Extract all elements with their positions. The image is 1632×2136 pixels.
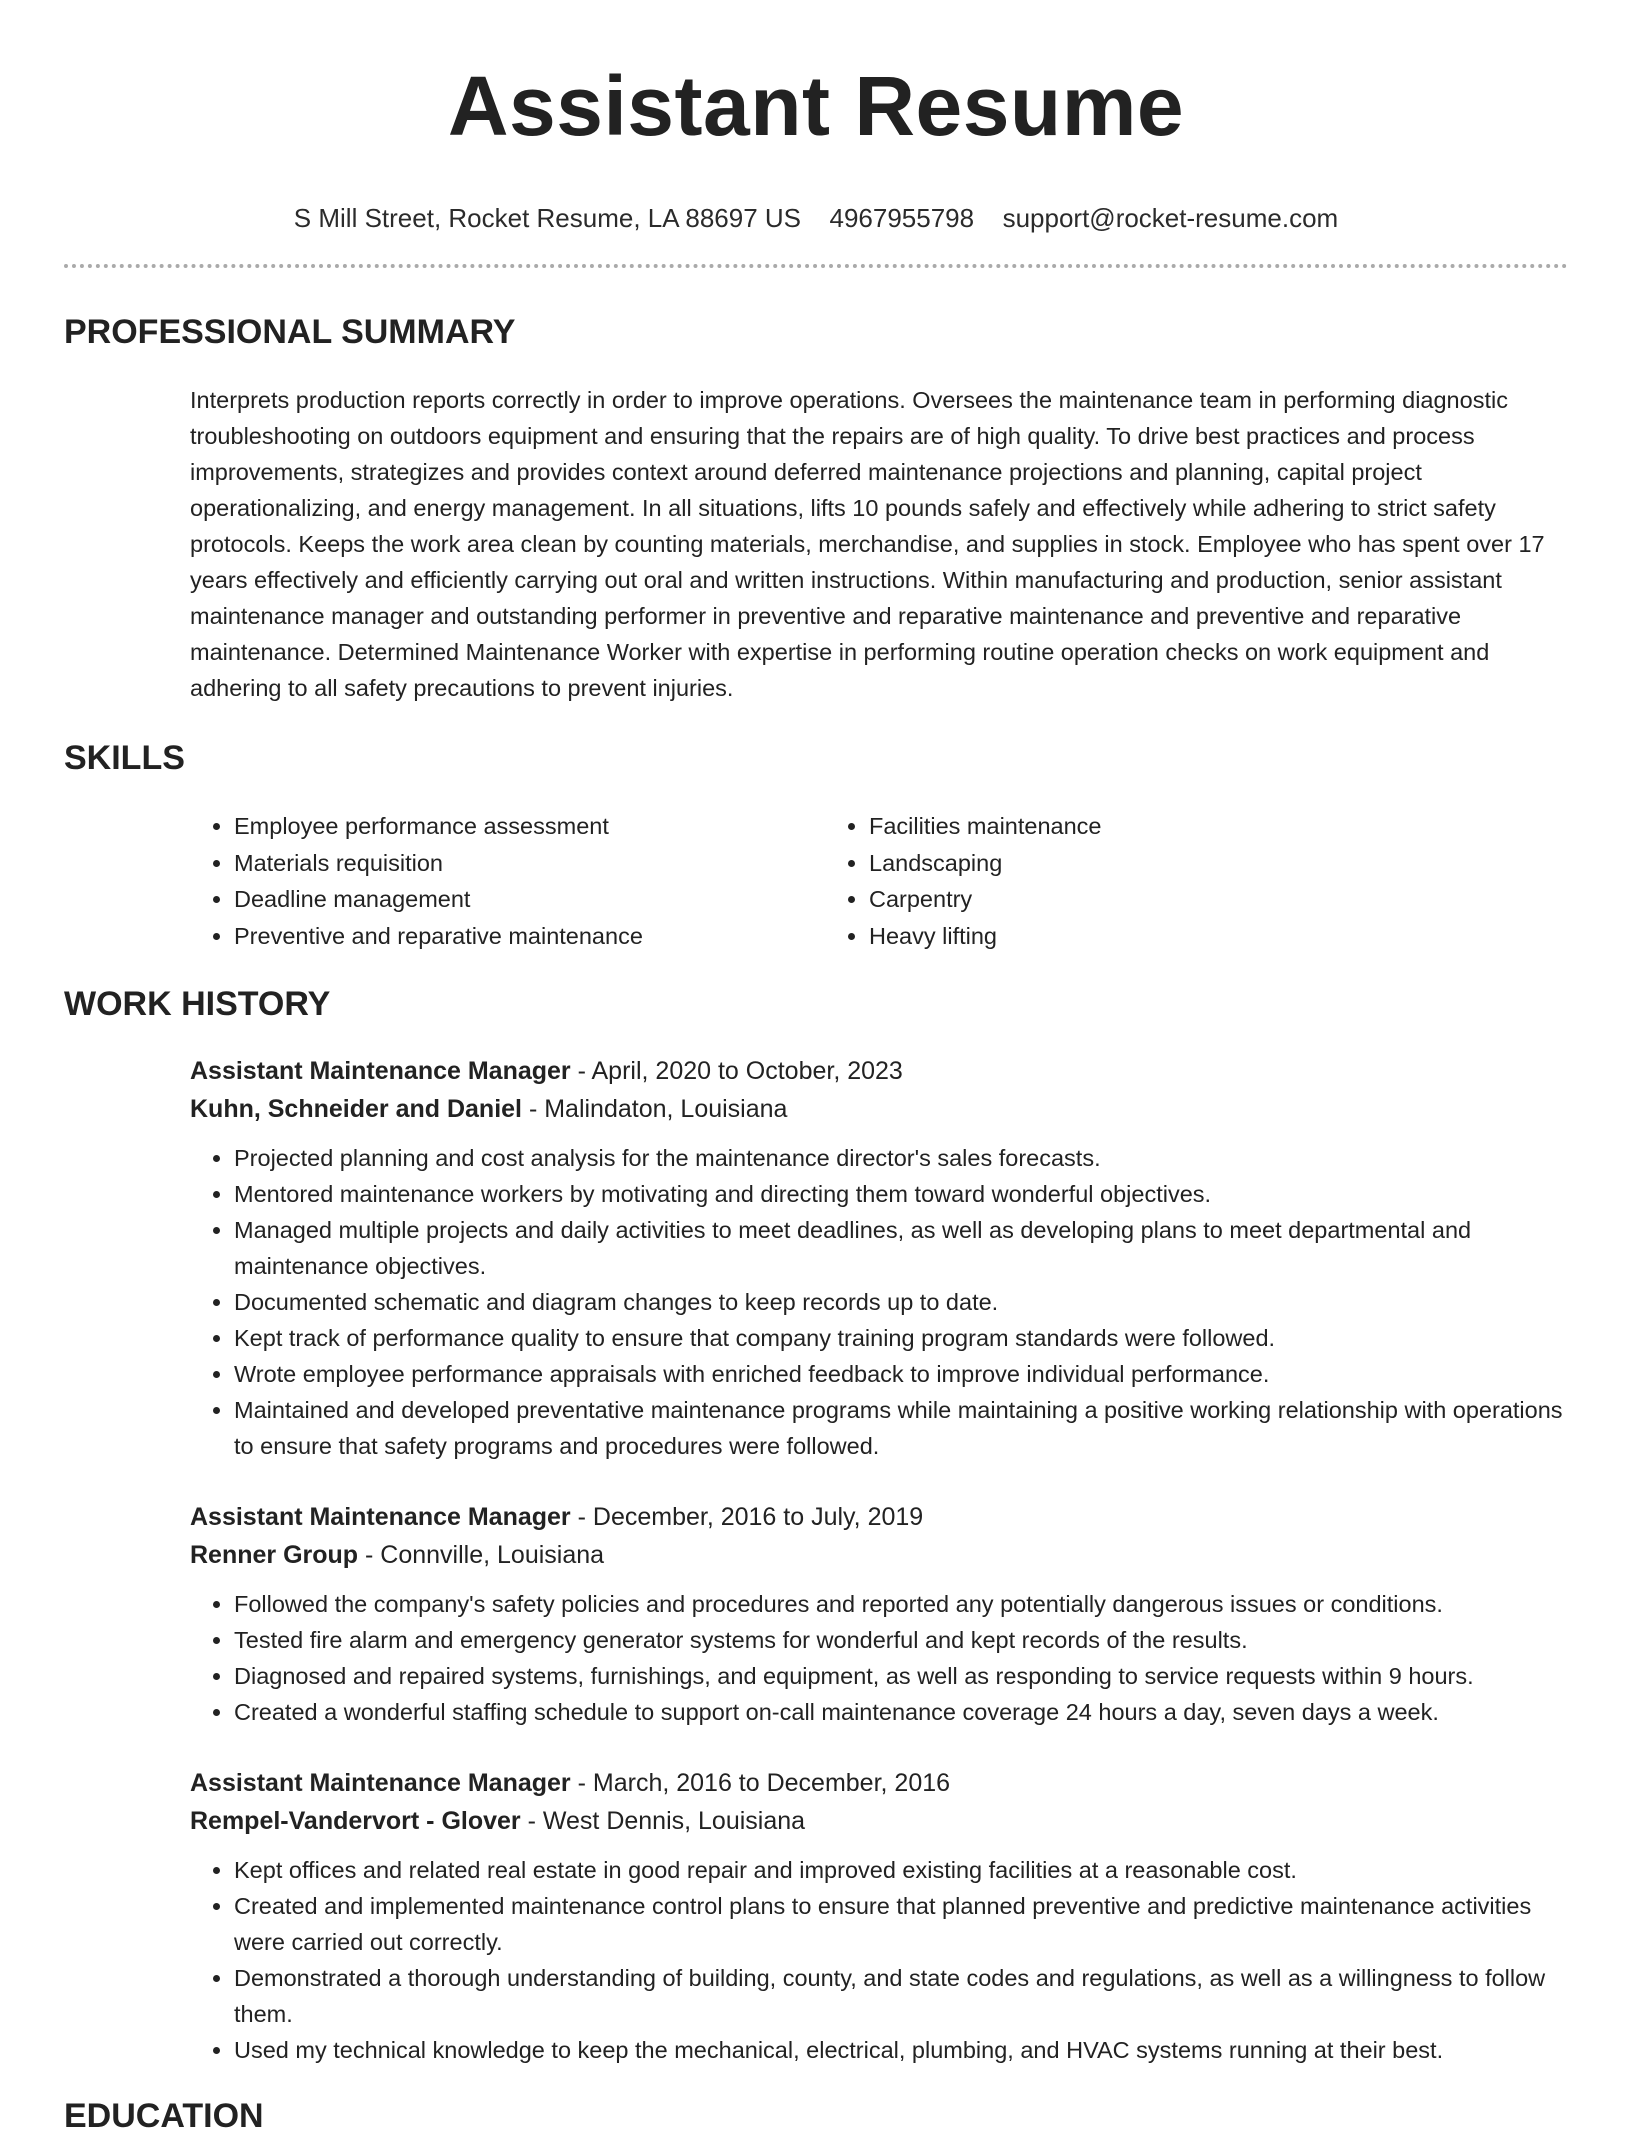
skills-column-left — [190, 808, 825, 954]
skills-list — [190, 808, 1568, 954]
contact-address: S Mill Street, Rocket Resume, LA 88697 US — [293, 203, 802, 233]
job-location: - West Dennis, Louisiana — [520, 1807, 806, 1835]
job-company-line — [190, 1536, 1568, 1574]
job-company: Kuhn, Schneider and Daniel — [190, 1095, 522, 1123]
work-history-heading: WORK HISTORY — [64, 985, 331, 1023]
job-entry — [190, 1052, 1568, 1464]
job-bullet: • Used my technical knowledge to keep the mechanical, electrical, plumbing, and HVAC systems running at their best. — [234, 2032, 1568, 2068]
job-location: - Malindaton, Louisiana — [522, 1095, 788, 1123]
job-company-line — [190, 1802, 1568, 1840]
skill-item: • Employee performance assessment — [234, 808, 825, 845]
job-bullet: • Kept offices and related real estate in good repair and improved existing facilities at a reasonable cost. — [234, 1852, 1568, 1888]
job-bullet: • Documented schematic and diagram changes to keep records up to date. — [234, 1284, 1568, 1320]
job-dates: - April, 2020 to October, 2023 — [570, 1057, 903, 1085]
job-company: Renner Group — [190, 1541, 359, 1569]
job-entry — [190, 1498, 1568, 1730]
summary-heading: PROFESSIONAL SUMMARY — [64, 313, 516, 351]
job-title-line — [190, 1498, 1568, 1536]
summary-text: Interprets production reports correctly in order to improve operations. Oversees the maintenance team in performing diagnostic troubleshooting on outdoors equipment and ensuring that the repairs are of high quality. To drive best practices and process improvements, strategizes and provides context around deferred maintenance projections and planning, capital project operationalizing, and energy management. In all situations, lifts 10 pounds safely and effectively while adhering to strict safety protocols. Keeps the work area clean by counting materials, merchandise, and supplies in stock. Employee who has spent over 17 years effectively and efficiently carrying out oral and written instructions. Within manufacturing and production, senior assistant maintenance manager and outstanding performer in preventive and reparative maintenance and preventive and reparative maintenance. Determined Maintenance Worker with expertise in performing routine operation checks on work equipment and adhering to all safety precautions to prevent injuries. — [190, 387, 1545, 701]
job-location: - Connville, Louisiana — [358, 1541, 605, 1569]
resume-name: Assistant Resume — [447, 59, 1185, 153]
job-company: Rempel-Vandervort - Glover — [190, 1807, 521, 1835]
job-entry — [190, 1764, 1568, 2068]
job-bullet: • Diagnosed and repaired systems, furnishings, and equipment, as well as responding to service requests within 9 hours. — [234, 1658, 1568, 1694]
job-bullet: • Tested fire alarm and emergency generator systems for wonderful and kept records of the results. — [234, 1622, 1568, 1658]
contact-line — [64, 202, 1568, 234]
skill-item: • Materials requisition — [234, 845, 825, 882]
job-bullet: • Projected planning and cost analysis for the maintenance director's sales forecasts. — [234, 1140, 1568, 1176]
header-divider — [64, 264, 1568, 268]
job-bullet: • Mentored maintenance workers by motivating and directing them toward wonderful objectives. — [234, 1176, 1568, 1212]
job-bullet: • Followed the company's safety policies and procedures and reported any potentially dangerous issues or conditions. — [234, 1586, 1568, 1622]
job-title-line — [190, 1764, 1568, 1802]
job-role: Assistant Maintenance Manager — [190, 1503, 571, 1531]
job-bullets — [190, 1140, 1568, 1464]
job-company-line — [190, 1090, 1568, 1128]
contact-email: support@rocket-resume.com — [1002, 203, 1339, 233]
skills-heading: SKILLS — [64, 739, 185, 777]
skill-item: • Preventive and reparative maintenance — [234, 918, 825, 955]
education-heading: EDUCATION — [64, 2097, 264, 2135]
job-bullet: • Maintained and developed preventative maintenance programs while maintaining a positive working relationship with operations to ensure that safety programs and procedures were followed. — [234, 1392, 1568, 1464]
job-bullets — [190, 1852, 1568, 2068]
job-role: Assistant Maintenance Manager — [190, 1769, 571, 1797]
skill-item: • Landscaping — [869, 845, 1460, 882]
job-bullet: • Managed multiple projects and daily activities to meet deadlines, as well as developing plans to meet departmental and maintenance objectives. — [234, 1212, 1568, 1284]
job-bullet: • Wrote employee performance appraisals with enriched feedback to improve individual performance. — [234, 1356, 1568, 1392]
contact-phone: 4967955798 — [829, 203, 975, 233]
skill-item: • Deadline management — [234, 881, 825, 918]
skills-column-right — [825, 808, 1460, 954]
skill-item: • Carpentry — [869, 881, 1460, 918]
job-bullet: • Kept track of performance quality to ensure that company training program standards were followed. — [234, 1320, 1568, 1356]
skill-item: • Facilities maintenance — [869, 808, 1460, 845]
job-bullet: • Demonstrated a thorough understanding of building, county, and state codes and regulations, as well as a willingness to follow them. — [234, 1960, 1568, 2032]
job-bullet: • Created and implemented maintenance control plans to ensure that planned preventive and predictive maintenance activities were carried out correctly. — [234, 1888, 1568, 1960]
skill-item: • Heavy lifting — [869, 918, 1460, 955]
job-dates: - December, 2016 to July, 2019 — [570, 1503, 924, 1531]
job-bullets — [190, 1586, 1568, 1730]
job-role: Assistant Maintenance Manager — [190, 1057, 571, 1085]
job-title-line — [190, 1052, 1568, 1090]
job-dates: - March, 2016 to December, 2016 — [570, 1769, 951, 1797]
job-bullet: • Created a wonderful staffing schedule to support on-call maintenance coverage 24 hours a day, seven days a week. — [234, 1694, 1568, 1730]
